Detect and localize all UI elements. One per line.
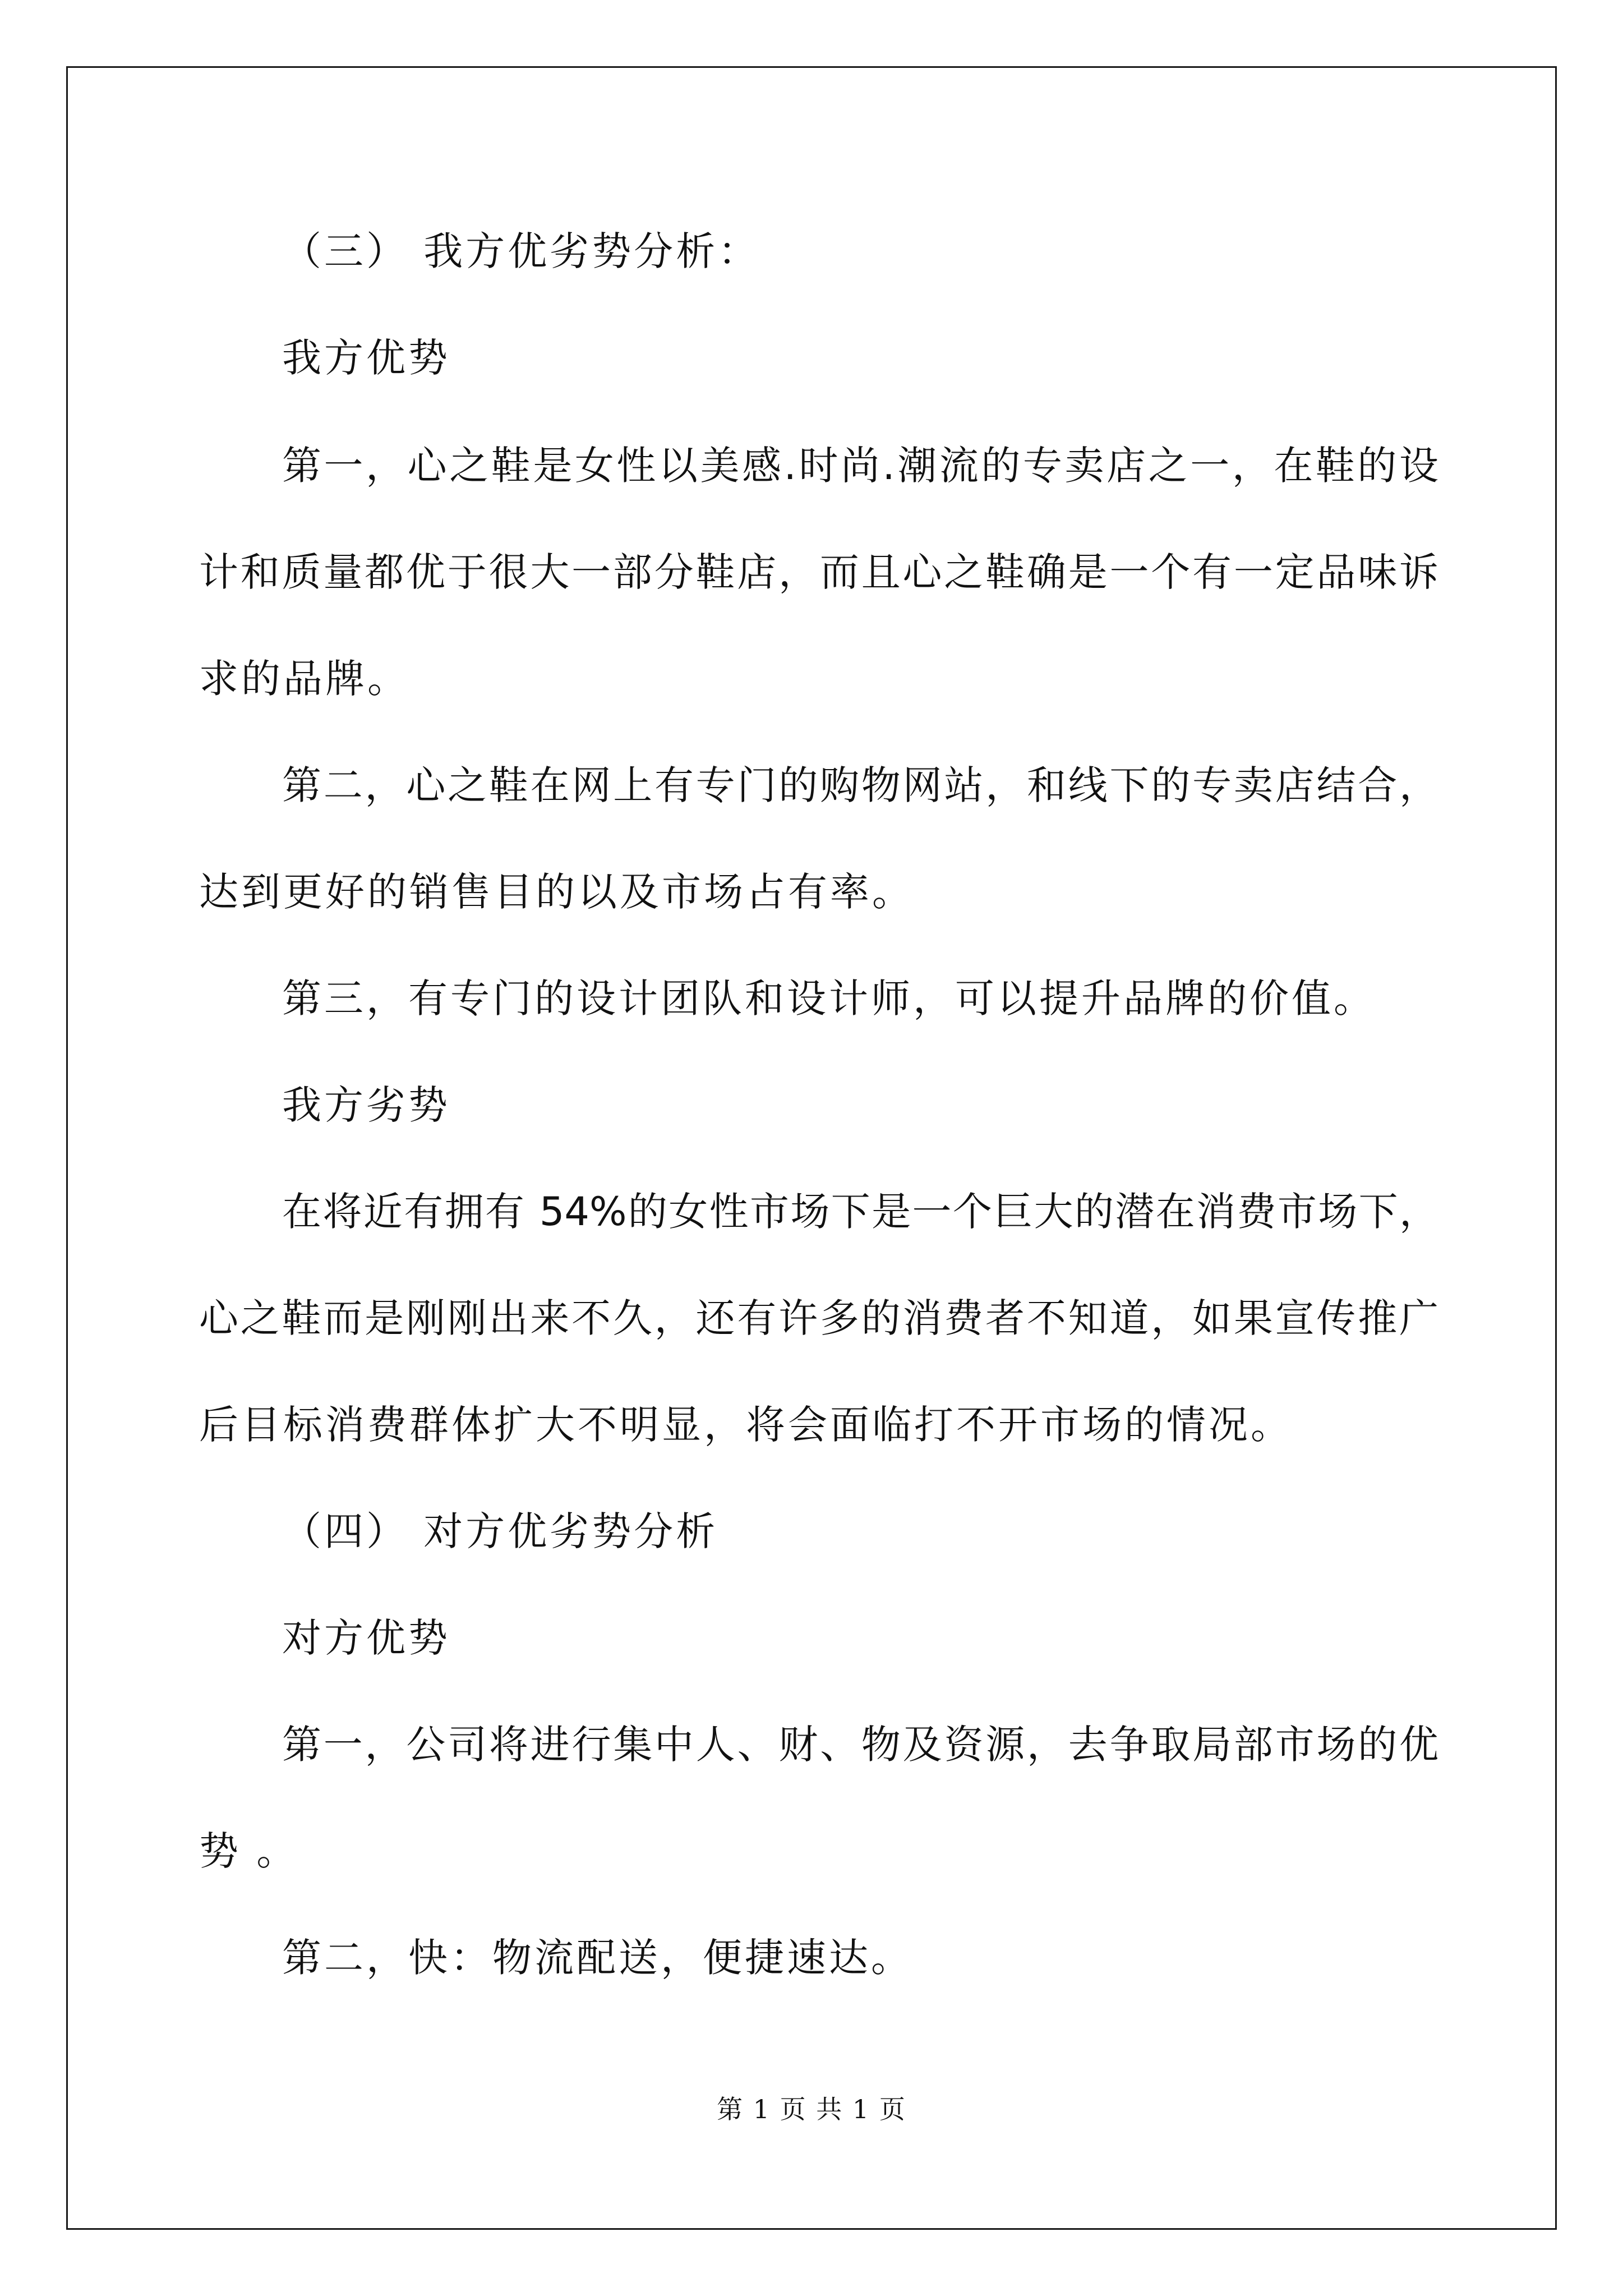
paragraph-line: 第一，心之鞋是女性以美感.时尚.潮流的专卖店之一，在鞋的设 <box>282 443 1438 489</box>
paragraph-line: 第二，心之鞋在网上有专门的购物网站，和线下的专卖店结合， <box>282 762 1438 808</box>
paragraph-line: 求的品牌。 <box>199 656 409 702</box>
page-number-footer: 第 1 页 共 1 页 <box>717 2094 906 2124</box>
paragraph-line: 第二，快：物流配送，便捷速达。 <box>282 1935 913 1981</box>
paragraph-line: 第三，有专门的设计团队和设计师，可以提升品牌的价值。 <box>282 976 1376 1022</box>
paragraph-line: 在将近有拥有 54%的女性市场下是一个巨大的潜在消费市场下， <box>282 1189 1438 1235</box>
section-heading-3: （三） 我方优劣势分析： <box>282 228 760 274</box>
subheading-our-disadvantages: 我方劣势 <box>282 1082 450 1128</box>
paragraph-line: 心之鞋而是刚刚出来不久，还有许多的消费者不知道，如果宣传推广 <box>199 1295 1438 1341</box>
paragraph-line: 后目标消费群体扩大不明显，将会面临打不开市场的情况。 <box>199 1402 1293 1448</box>
paragraph-line: 第一，公司将进行集中人、财、物及资源，去争取局部市场的优 <box>282 1722 1438 1768</box>
paragraph-line: 计和质量都优于很大一部分鞋店，而且心之鞋确是一个有一定品味诉 <box>199 549 1438 595</box>
section-heading-4: （四） 对方优劣势分析 <box>282 1508 718 1554</box>
page-border <box>66 66 1557 2230</box>
paragraph-line: 势 。 <box>199 1828 299 1874</box>
subheading-our-advantages: 我方优势 <box>282 335 450 381</box>
subheading-their-advantages: 对方优势 <box>282 1615 450 1661</box>
paragraph-line: 达到更好的销售目的以及市场占有率。 <box>199 869 914 915</box>
